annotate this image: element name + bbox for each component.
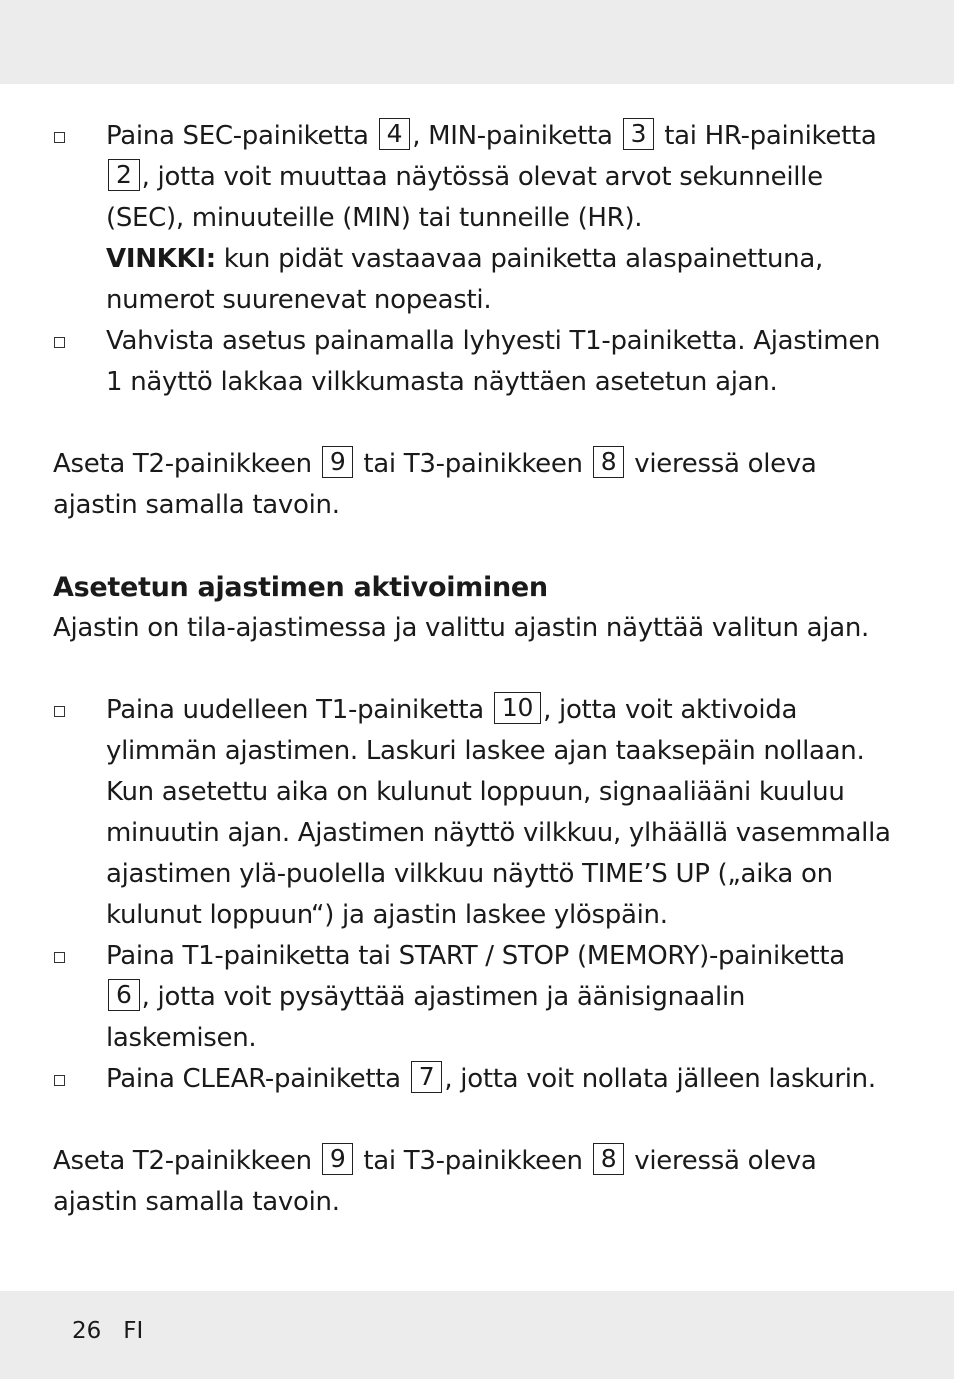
text: Paina T1-painiketta tai START / STOP (MEMORY)-painiketta bbox=[106, 941, 845, 971]
tip-text: kun pidät vastaavaa painiketta alaspainettuna, numerot suurenevat nopeasti. bbox=[106, 244, 823, 315]
key-ref-6: 6 bbox=[108, 979, 140, 1011]
key-ref-9: 9 bbox=[322, 1143, 354, 1175]
text: , jotta voit nollata jälleen laskurin. bbox=[444, 1064, 876, 1094]
bullet-square-icon bbox=[54, 1075, 65, 1086]
page-content bbox=[53, 116, 903, 1223]
text: , jotta voit muuttaa näytössä olevat arvot sekunneille (SEC), minuuteille (MIN) tai tunneille (HR). bbox=[106, 162, 823, 233]
key-ref-9: 9 bbox=[322, 446, 354, 478]
list-item bbox=[53, 116, 903, 321]
text: Paina SEC-painiketta bbox=[106, 121, 377, 151]
key-ref-2: 2 bbox=[108, 159, 140, 191]
text: vieressä oleva ajastin samalla tavoin. bbox=[53, 1146, 817, 1217]
tip-label: VINKKI: bbox=[106, 244, 216, 274]
text: , MIN-painiketta bbox=[412, 121, 621, 151]
text: tai HR-painiketta bbox=[656, 121, 877, 151]
text: , jotta voit aktivoida ylimmän ajastimen. Laskuri laskee ajan taaksepäin nollaan. Kun asetettu aika on kulunut loppuun, signaaliääni kuuluu minuutin ajan. Ajastimen näyttö vilkkuu, ylhäällä vasemmalla ajastimen ylä-puolella vilkkuu näyttö TIME’S UP („aika on kulunut loppuun“) ja ajastin laskee ylöspäin. bbox=[106, 695, 891, 930]
text: tai T3-painikkeen bbox=[355, 1146, 591, 1176]
list-item bbox=[53, 690, 903, 936]
text: Aseta T2-painikkeen bbox=[53, 1146, 320, 1176]
paragraph bbox=[53, 444, 903, 526]
bullet-square-icon bbox=[54, 952, 65, 963]
list-item bbox=[53, 936, 903, 1059]
key-ref-8: 8 bbox=[593, 1143, 625, 1175]
text: Paina uudelleen T1-painiketta bbox=[106, 695, 492, 725]
language-code: FI bbox=[123, 1318, 144, 1344]
list-item bbox=[53, 1059, 903, 1100]
section-heading: Asetetun ajastimen aktivoiminen bbox=[53, 572, 548, 603]
bullet-square-icon bbox=[54, 337, 65, 348]
section-intro: Ajastin on tila-ajastimessa ja valittu ajastin näyttää valitun ajan. bbox=[53, 613, 869, 643]
text: tai T3-painikkeen bbox=[355, 449, 591, 479]
page-footer bbox=[72, 1316, 165, 1346]
key-ref-7: 7 bbox=[411, 1061, 443, 1093]
text: vieressä oleva ajastin samalla tavoin. bbox=[53, 449, 817, 520]
text: Aseta T2-painikkeen bbox=[53, 449, 320, 479]
header-band bbox=[0, 0, 954, 84]
bullet-square-icon bbox=[54, 132, 65, 143]
text: Vahvista asetus painamalla lyhyesti T1-painiketta. Ajastimen 1 näyttö lakkaa vilkkumasta näyttäen asetetun ajan. bbox=[106, 326, 881, 397]
text: , jotta voit pysäyttää ajastimen ja äänisignaalin laskemisen. bbox=[106, 982, 746, 1053]
bullet-square-icon bbox=[54, 706, 65, 717]
page-number: 26 bbox=[72, 1318, 102, 1344]
paragraph bbox=[53, 1141, 903, 1223]
key-ref-3: 3 bbox=[623, 118, 655, 150]
list-item bbox=[53, 321, 903, 403]
key-ref-8: 8 bbox=[593, 446, 625, 478]
key-ref-10: 10 bbox=[494, 692, 541, 724]
text: Paina CLEAR-painiketta bbox=[106, 1064, 409, 1094]
key-ref-4: 4 bbox=[379, 118, 411, 150]
